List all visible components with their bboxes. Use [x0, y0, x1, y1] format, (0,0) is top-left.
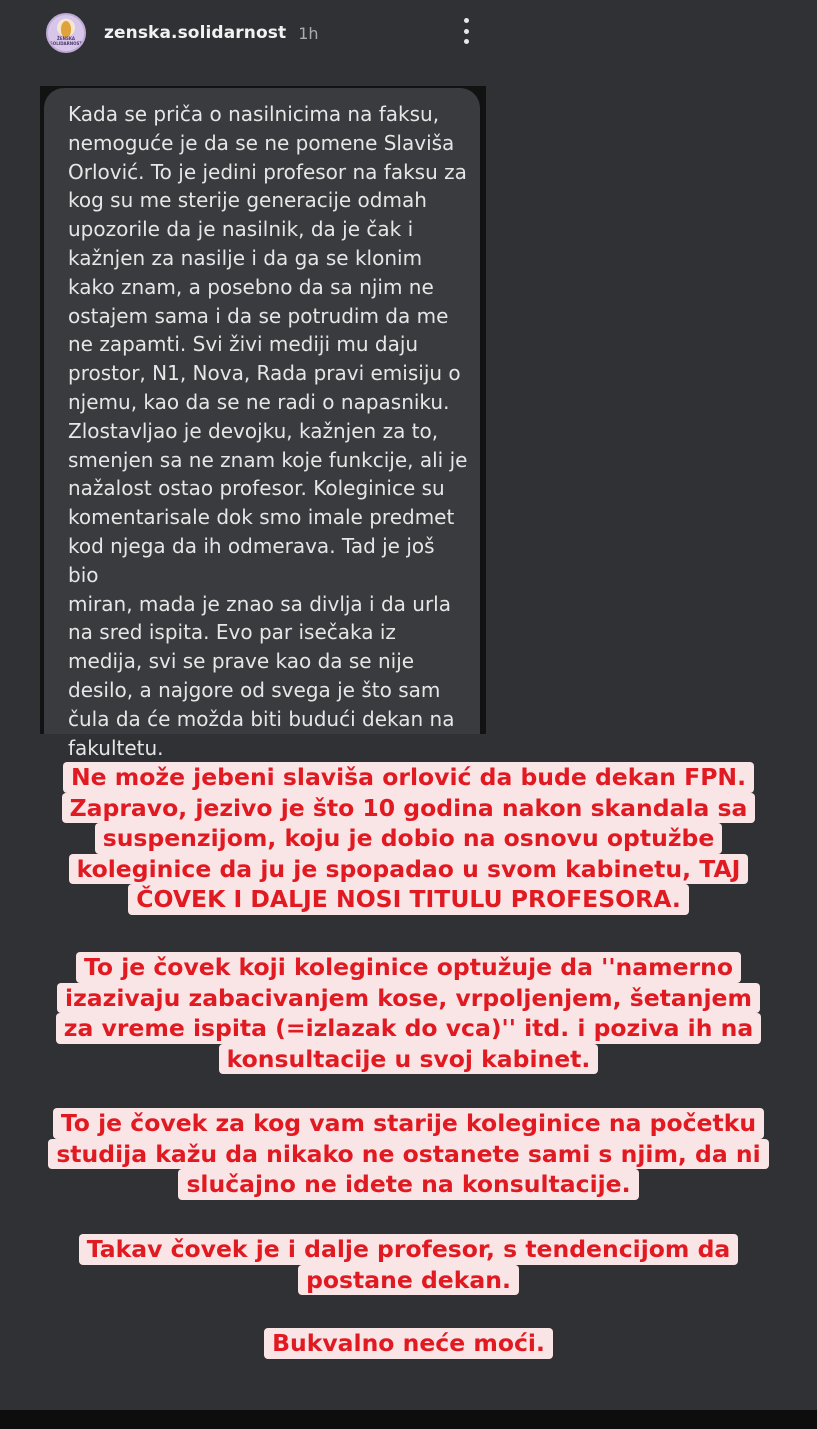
quote-line: Kada se priča o nasilnicima na faksu, [68, 102, 440, 126]
post-time: 1h [298, 23, 319, 43]
caption-line: konsultacije u svoj kabinet. [219, 1044, 599, 1075]
caption-paragraph-1 [40, 762, 777, 915]
caption-row [69, 854, 749, 885]
username[interactable]: zenska.solidarnost [104, 23, 287, 43]
caption-line: ČOVEK I DALJE NOSI TITULU PROFESORA. [128, 884, 689, 915]
quote-line: njemu, kao da se ne radi o napasniku. [68, 389, 450, 414]
quote-line: komentarisale dok smo imale predmet [68, 505, 455, 530]
caption-paragraph-2 [40, 952, 777, 1074]
quote-line: čula da će možda biti budući dekan na [68, 706, 455, 731]
caption-row [57, 983, 760, 1014]
avatar[interactable] [46, 13, 86, 53]
quote-line: medija, svi se prave kao da se nije [68, 649, 415, 674]
caption-row [128, 884, 689, 915]
quote-line: desilo, a najgore od svega je što sam [68, 677, 441, 702]
quote-line: prostor, N1, Nova, Rada pravi emisiju o [68, 361, 461, 386]
quote-line: nažalost ostao profesor. Koleginice su [68, 476, 445, 501]
quote-line: kažnjen za nasilje i da ga se klonim [68, 245, 423, 270]
caption-row [264, 1328, 553, 1359]
quote-line: Zlostavljao je devojku, kažnjen za to, [68, 418, 439, 443]
caption-line: Zapravo, jezivo je što 10 godina nakon skandala sa [62, 793, 756, 824]
caption-row [79, 1234, 739, 1265]
caption-line: suspenzijom, koju je dobio na osnovu optužbe [95, 823, 723, 854]
caption-line: studija kažu da nikako ne ostanete sami s njim, da ni [48, 1139, 768, 1170]
quote-line: kod njega da ih odmerava. Tad je još bio [68, 533, 435, 587]
caption-line: koleginice da ju je spopadao u svom kabinetu, TAJ [69, 854, 749, 885]
caption-row [63, 762, 754, 793]
quote-line: kog su me sterije generacije odmah [68, 188, 427, 213]
caption-row [298, 1265, 519, 1296]
caption-paragraph-5 [40, 1328, 777, 1359]
quote-line: Orlović. To je jedini profesor na faksu za [68, 159, 467, 184]
caption-row [76, 952, 741, 983]
caption-row [48, 1139, 768, 1170]
caption-line: postane dekan. [298, 1265, 519, 1296]
caption-line: slučajno ne idete na konsultacije. [178, 1169, 638, 1200]
caption-paragraph-4 [40, 1234, 777, 1295]
quote-line: ne zapamti. Svi živi mediji mu daju [68, 332, 419, 357]
caption-line: Ne može jebeni slaviša orlović da bude dekan FPN. [63, 762, 754, 793]
caption-row [62, 793, 756, 824]
caption-line: To je čovek koji koleginice optužuje da ''namerno [76, 952, 741, 983]
bottom-bar [0, 1410, 817, 1429]
caption-row [53, 1108, 764, 1139]
caption-row [219, 1044, 599, 1075]
quote-line: kako znam, a posebno da sa njim ne [68, 274, 434, 299]
caption-line: Takav čovek je i dalje profesor, s tendencijom da [79, 1234, 739, 1265]
quote-line: upozorile da je nasilnik, da je čak i [68, 217, 414, 242]
caption-row [178, 1169, 638, 1200]
quote-line: nemoguće je da se ne pomene Slaviša [68, 130, 455, 155]
quote-line: smenjen sa ne znam koje funkcije, ali je [68, 447, 468, 472]
caption-row [95, 823, 723, 854]
quote-line: miran, mada je znao sa divlja i da urla [68, 591, 451, 616]
caption-paragraph-3 [40, 1108, 777, 1200]
quote-line: fakultetu. [68, 735, 164, 760]
more-vertical-icon [464, 18, 469, 23]
caption-row [56, 1013, 761, 1044]
caption-line: To je čovek za kog vam starije koleginice na početku [53, 1108, 764, 1139]
avatar-flame-icon [61, 21, 71, 37]
caption-line: za vreme ispita (=izlazak do vca)'' itd. i poziva ih na [56, 1013, 761, 1044]
story-header [46, 12, 319, 54]
quote-line: na sred ispita. Evo par isečaka iz [68, 620, 396, 645]
quote-text [68, 100, 468, 762]
more-options-button[interactable] [458, 18, 474, 44]
caption-line: izazivaju zabacivanjem kose, vrpoljenjem, šetanjem [57, 983, 760, 1014]
caption-line: Bukvalno neće moći. [264, 1328, 553, 1359]
quote-line: ostajem sama i da se potrudim da me [68, 303, 449, 328]
avatar-label: ŽENSKA SOLIDARNOST [49, 36, 83, 46]
